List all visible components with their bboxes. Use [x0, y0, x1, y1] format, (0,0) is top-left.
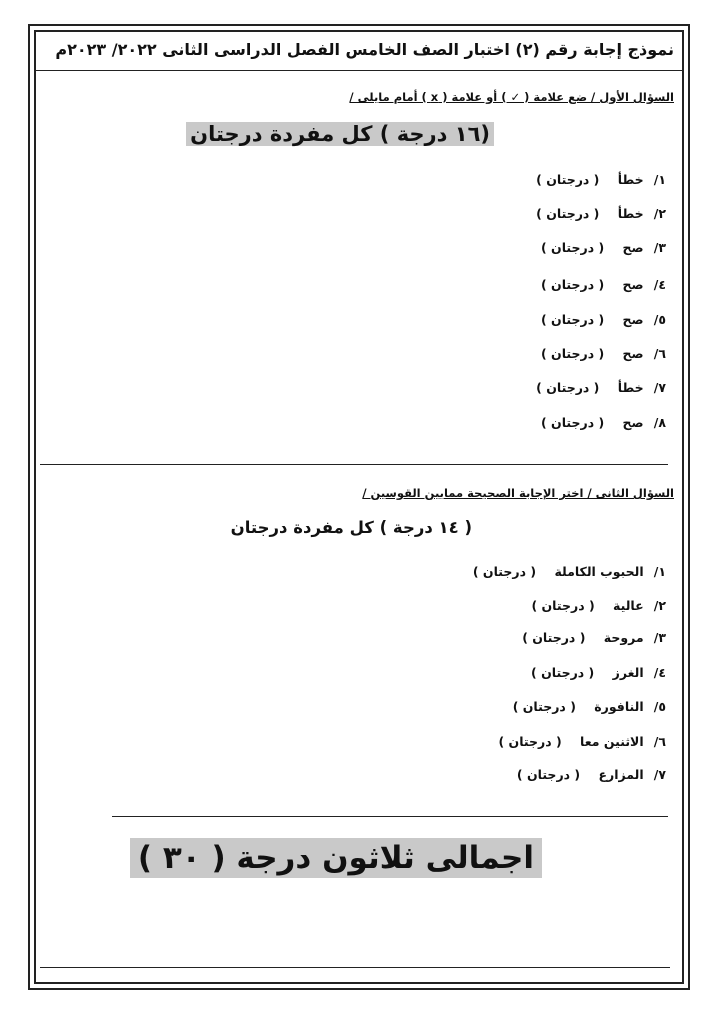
- item-grade: ( درجتان ): [540, 277, 605, 292]
- item-number: ٨/: [653, 415, 666, 430]
- total-divider: [112, 816, 668, 817]
- item-answer: عالية: [613, 598, 644, 613]
- item-answer: صح: [622, 240, 644, 255]
- item-grade: ( درجتان ): [498, 734, 562, 749]
- list-item: [541, 346, 666, 361]
- item-number: ٣/: [653, 240, 666, 255]
- item-answer: صح: [622, 415, 644, 430]
- list-item: [473, 564, 666, 579]
- item-grade: ( درجتان ): [516, 767, 581, 782]
- item-number: ٢/: [653, 598, 666, 613]
- list-item: [536, 206, 666, 221]
- item-number: ٥/: [653, 699, 666, 714]
- item-answer: صح: [622, 277, 644, 292]
- list-item: [498, 734, 666, 749]
- item-number: ٧/: [653, 767, 666, 782]
- document-title: نموذج إجابة رقم (٢) اختبار الصف الخامس الفصل الدراسى الثانى ٢٠٢٢/ ٢٠٢٣م: [55, 40, 674, 59]
- item-answer: مروحة: [603, 630, 644, 645]
- item-grade: ( درجتان ): [536, 206, 600, 221]
- item-grade: ( درجتان ): [522, 630, 586, 645]
- item-answer: صح: [622, 346, 644, 361]
- item-number: ٦/: [653, 734, 666, 749]
- item-grade: ( درجتان ): [472, 564, 537, 579]
- question-2-heading: السؤال الثانى / اختر الإجابة الصحيحة ممابين القوسين /: [362, 486, 674, 500]
- list-item: [541, 312, 666, 327]
- title-divider: [36, 70, 682, 71]
- list-item: [536, 172, 666, 187]
- question-1-heading: السؤال الأول / ضع علامة ( ✓ ) أو علامة ( x ) أمام مايلى /: [349, 90, 674, 104]
- item-answer: صح: [622, 312, 644, 327]
- item-grade: ( درجتان ): [531, 665, 595, 680]
- item-number: ٣/: [653, 630, 666, 645]
- item-answer: المزارع: [598, 767, 644, 782]
- item-number: ٧/: [653, 380, 666, 395]
- list-item: [531, 665, 666, 680]
- item-grade: ( درجتان ): [536, 380, 600, 395]
- item-answer: خطأ: [617, 206, 644, 221]
- item-grade: ( درجتان ): [536, 172, 600, 187]
- list-item: [513, 699, 666, 714]
- item-number: ٦/: [653, 346, 666, 361]
- list-item: [517, 767, 666, 782]
- section-divider: [40, 464, 668, 465]
- item-grade: ( درجتان ): [540, 312, 605, 327]
- item-grade: ( درجتان ): [531, 598, 595, 613]
- item-number: ٤/: [653, 665, 666, 680]
- item-answer: النافورة: [594, 699, 644, 714]
- item-answer: خطأ: [617, 380, 644, 395]
- item-answer: الغرز: [612, 665, 644, 680]
- list-item: [541, 277, 666, 292]
- item-number: ١/: [653, 172, 666, 187]
- item-answer: الاثنين معا: [580, 734, 644, 749]
- item-answer: الحبوب الكاملة: [554, 564, 644, 579]
- item-number: ١/: [653, 564, 666, 579]
- item-grade: ( درجتان ): [540, 415, 605, 430]
- question-1-points: (١٦ درجة ) كل مفردة درجتان: [186, 122, 494, 146]
- question-2-points: ( ١٤ درجة ) كل مفردة درجتان: [230, 518, 472, 537]
- item-grade: ( درجتان ): [540, 240, 605, 255]
- item-grade: ( درجتان ): [540, 346, 605, 361]
- bottom-divider: [40, 967, 670, 968]
- item-answer: خطأ: [617, 172, 644, 187]
- list-item: [531, 598, 666, 613]
- total-score: اجمالى ثلاثون درجة ( ٣٠ ): [130, 838, 542, 878]
- list-item: [541, 240, 666, 255]
- item-grade: ( درجتان ): [512, 699, 576, 714]
- list-item: [522, 630, 666, 645]
- list-item: [536, 380, 666, 395]
- item-number: ٢/: [653, 206, 666, 221]
- item-number: ٤/: [653, 277, 666, 292]
- item-number: ٥/: [653, 312, 666, 327]
- list-item: [541, 415, 666, 430]
